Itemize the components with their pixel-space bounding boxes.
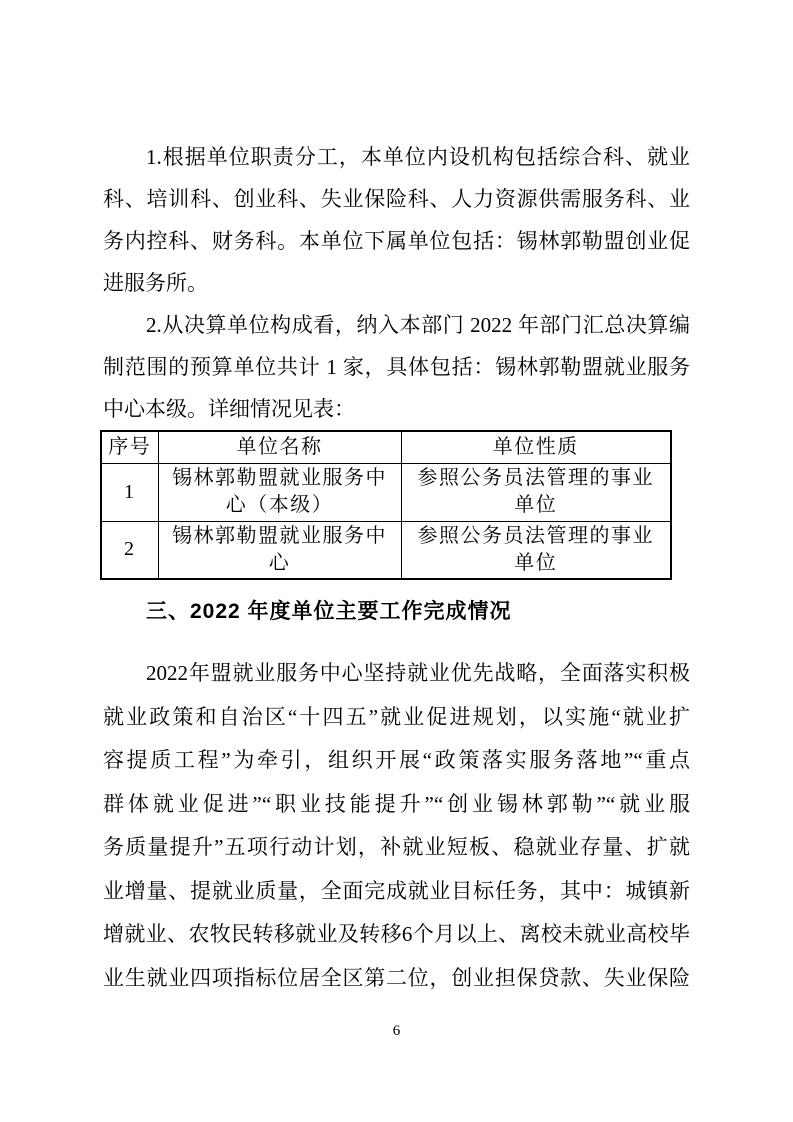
- table-cell-unit-name: 锡林郭勒盟就业服务中心: [158, 521, 401, 579]
- paragraph-line: 制范围的预算单位共计 1 家，具体包括：锡林郭勒盟就业服务: [103, 355, 690, 379]
- paragraph-unit-structure: [103, 136, 690, 304]
- paragraph-line: 2022年盟就业服务中心坚持就业优先战略，全面落实积极: [146, 661, 690, 685]
- paragraph-line: 群体就业促进”“职业技能提升”“创业锡林郭勒”“就业服: [103, 791, 690, 816]
- table-cell-unit-nature: 参照公务员法管理的事业单位: [401, 463, 671, 521]
- paragraph-line: 增就业、农牧民转移就业及转移6个月以上、离校未就业高校毕: [103, 922, 690, 946]
- table-cell-unit-name: 锡林郭勒盟就业服务中心（本级）: [158, 463, 401, 521]
- paragraph-line: 科、培训科、创业科、失业保险科、人力资源供需服务科、业: [103, 187, 690, 211]
- table-row: [101, 521, 671, 579]
- section-heading: 三、2022 年度单位主要工作完成情况: [146, 600, 512, 623]
- paragraph-line: 务质量提升”五项行动计划，补就业短板、稳就业存量、扩就: [103, 835, 690, 859]
- table-cell-unit-nature: 参照公务员法管理的事业单位: [401, 521, 671, 579]
- paragraph-budget-units: [103, 304, 690, 430]
- paragraph-work-completion: [103, 652, 690, 1000]
- table-cell-row-no: 2: [101, 521, 158, 579]
- table-header-cell-no: 序号: [101, 431, 158, 463]
- table-header-cell-name: 单位名称: [158, 431, 401, 463]
- paragraph-line: 进服务所。: [103, 271, 208, 295]
- table-header-row: [101, 431, 671, 463]
- paragraph-line: 务内控科、财务科。本单位下属单位包括：锡林郭勒盟创业促: [103, 229, 690, 253]
- table-cell-row-no: 1: [101, 463, 158, 521]
- paragraph-line: 业生就业四项指标位居全区第二位，创业担保贷款、失业保险: [103, 965, 690, 990]
- paragraph-line: 2.从决算单位构成看，纳入本部门 2022 年部门汇总决算编: [146, 313, 690, 337]
- paragraph-line: 就业政策和自治区“十四五”就业促进规划，以实施“就业扩: [103, 704, 690, 729]
- page-number: 6: [392, 1023, 401, 1039]
- paragraph-line: 中心本级。详细情况见表：: [103, 397, 355, 421]
- units-table: [100, 430, 672, 580]
- table-header-cell-nature: 单位性质: [401, 431, 671, 463]
- paragraph-line: 容提质工程”为牵引，组织开展“政策落实服务落地”“重点: [103, 748, 690, 772]
- paragraph-line: 业增量、提就业质量，全面完成就业目标任务，其中：城镇新: [103, 878, 690, 903]
- paragraph-line: 1.根据单位职责分工，本单位内设机构包括综合科、就业: [146, 145, 690, 169]
- table-row: [101, 463, 671, 521]
